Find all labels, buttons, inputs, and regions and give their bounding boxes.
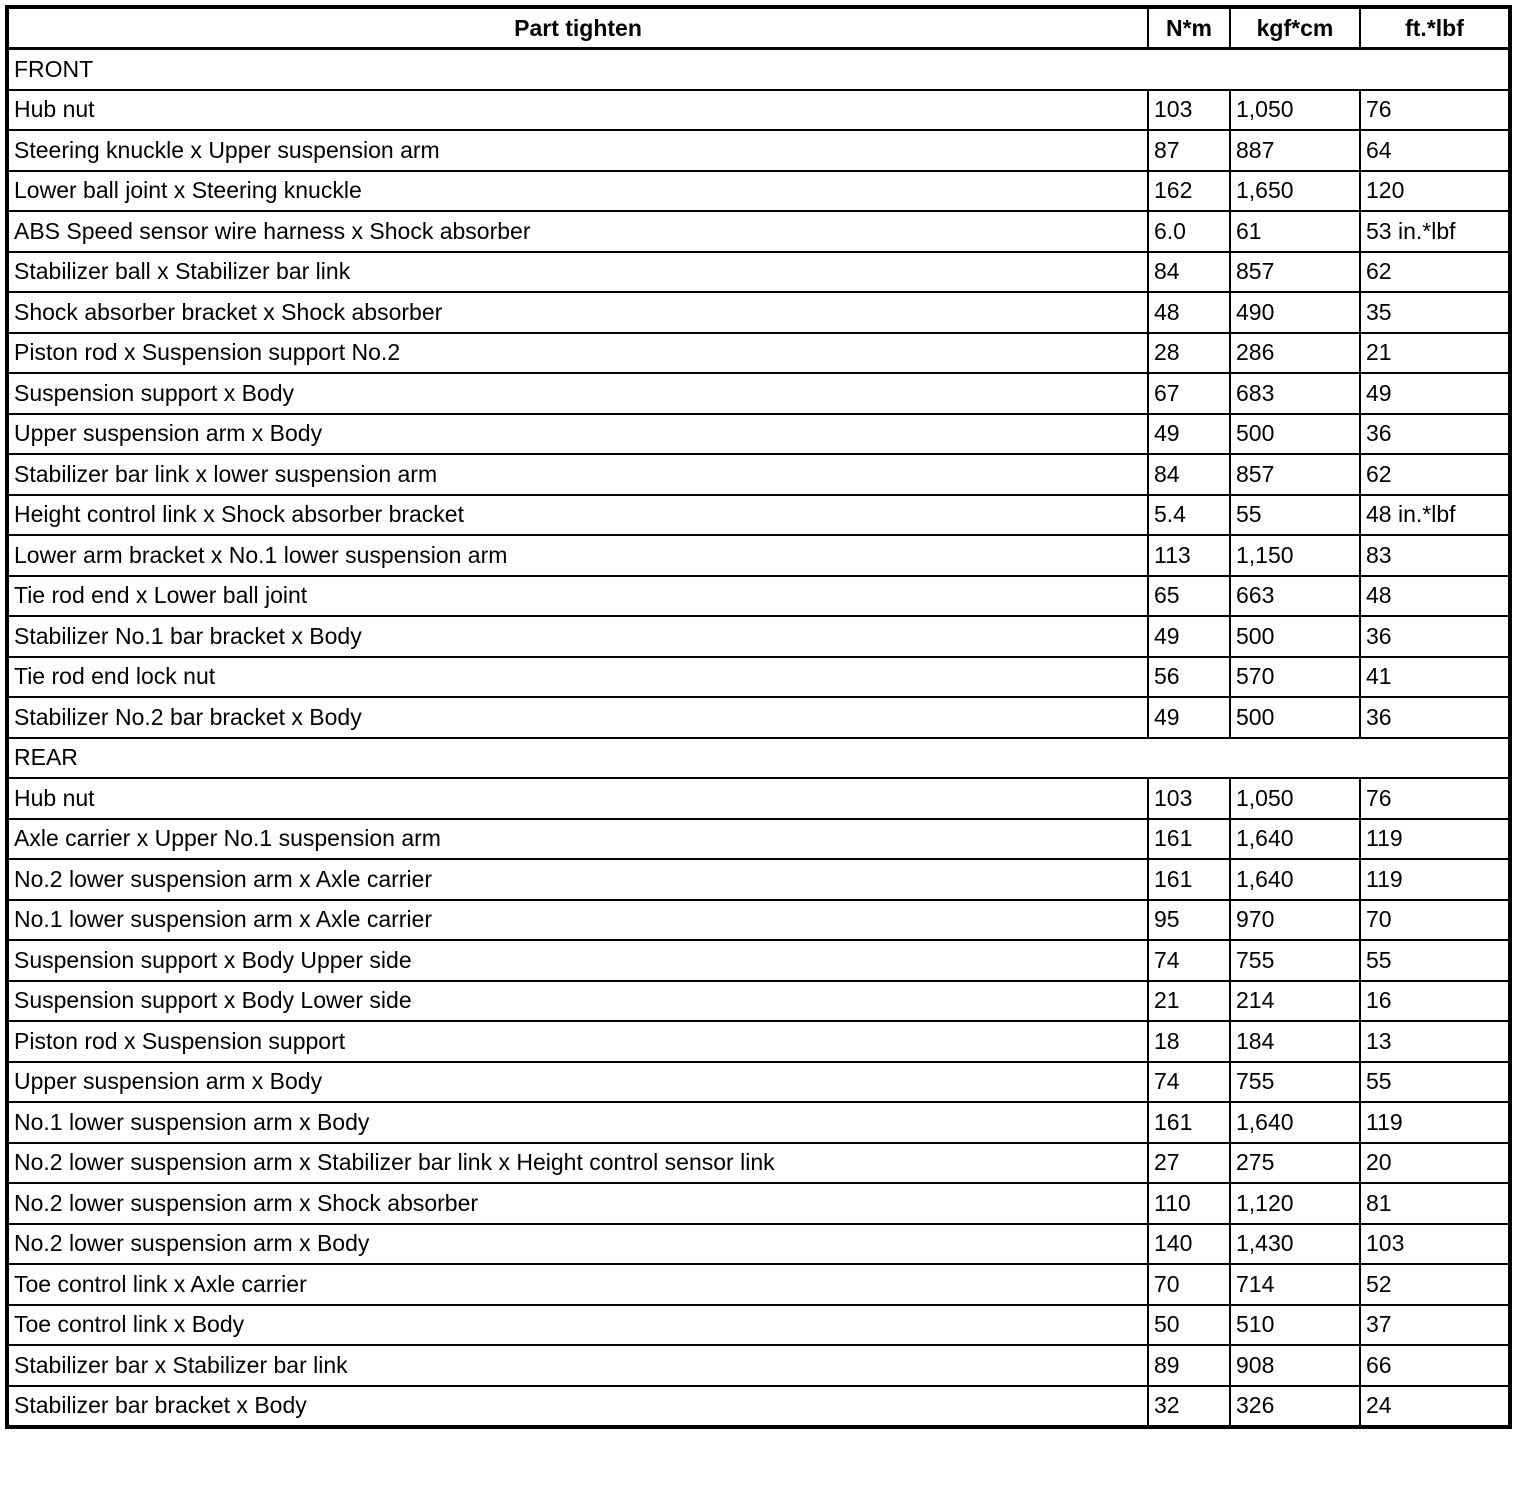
table-row (7, 211, 1510, 252)
cell-kgf: 683 (1230, 373, 1360, 414)
cell-nm: 27 (1148, 1143, 1230, 1184)
table-row (7, 292, 1510, 333)
table-row (7, 1345, 1510, 1386)
cell-part: Toe control link x Axle carrier (7, 1264, 1148, 1305)
cell-part: Tie rod end lock nut (7, 657, 1148, 698)
cell-ft: 70 (1360, 900, 1510, 941)
table-row (7, 900, 1510, 941)
cell-part: Shock absorber bracket x Shock absorber (7, 292, 1148, 333)
cell-kgf: 1,640 (1230, 859, 1360, 900)
header-row (7, 7, 1510, 49)
table-row (7, 252, 1510, 293)
cell-ft: 35 (1360, 292, 1510, 333)
cell-part: Suspension support x Body (7, 373, 1148, 414)
section-row (7, 738, 1510, 779)
cell-ft: 41 (1360, 657, 1510, 698)
table-row (7, 1224, 1510, 1265)
cell-ft: 83 (1360, 535, 1510, 576)
cell-nm: 84 (1148, 252, 1230, 293)
header-kgf: kgf*cm (1230, 7, 1360, 49)
cell-nm: 95 (1148, 900, 1230, 941)
cell-kgf: 510 (1230, 1305, 1360, 1346)
table-row (7, 1102, 1510, 1143)
cell-kgf: 1,640 (1230, 1102, 1360, 1143)
cell-kgf: 1,640 (1230, 819, 1360, 860)
cell-part: Upper suspension arm x Body (7, 414, 1148, 455)
cell-ft: 119 (1360, 1102, 1510, 1143)
table-row (7, 495, 1510, 536)
cell-part: Piston rod x Suspension support (7, 1021, 1148, 1062)
cell-nm: 162 (1148, 171, 1230, 212)
cell-part: Stabilizer No.2 bar bracket x Body (7, 697, 1148, 738)
cell-ft: 13 (1360, 1021, 1510, 1062)
cell-kgf: 214 (1230, 981, 1360, 1022)
cell-ft: 48 in.*lbf (1360, 495, 1510, 536)
cell-nm: 32 (1148, 1386, 1230, 1428)
cell-kgf: 755 (1230, 940, 1360, 981)
cell-nm: 49 (1148, 616, 1230, 657)
cell-nm: 161 (1148, 819, 1230, 860)
table-body (7, 49, 1510, 1428)
cell-kgf: 326 (1230, 1386, 1360, 1428)
table-row (7, 90, 1510, 131)
cell-kgf: 184 (1230, 1021, 1360, 1062)
table-row (7, 535, 1510, 576)
cell-ft: 119 (1360, 819, 1510, 860)
cell-part: No.1 lower suspension arm x Axle carrier (7, 900, 1148, 941)
cell-nm: 21 (1148, 981, 1230, 1022)
cell-ft: 66 (1360, 1345, 1510, 1386)
cell-part: Suspension support x Body Upper side (7, 940, 1148, 981)
cell-nm: 74 (1148, 1062, 1230, 1103)
cell-nm: 70 (1148, 1264, 1230, 1305)
cell-nm: 74 (1148, 940, 1230, 981)
cell-nm: 67 (1148, 373, 1230, 414)
cell-nm: 65 (1148, 576, 1230, 617)
cell-ft: 53 in.*lbf (1360, 211, 1510, 252)
cell-nm: 56 (1148, 657, 1230, 698)
section-title: REAR (7, 738, 1510, 779)
table-row (7, 576, 1510, 617)
cell-part: Stabilizer bar link x lower suspension arm (7, 454, 1148, 495)
cell-ft: 55 (1360, 940, 1510, 981)
table-row (7, 859, 1510, 900)
cell-nm: 89 (1148, 1345, 1230, 1386)
cell-ft: 52 (1360, 1264, 1510, 1305)
cell-nm: 103 (1148, 778, 1230, 819)
cell-part: Upper suspension arm x Body (7, 1062, 1148, 1103)
cell-kgf: 1,150 (1230, 535, 1360, 576)
table-row (7, 616, 1510, 657)
cell-kgf: 55 (1230, 495, 1360, 536)
cell-part: Stabilizer bar bracket x Body (7, 1386, 1148, 1428)
cell-kgf: 61 (1230, 211, 1360, 252)
cell-nm: 18 (1148, 1021, 1230, 1062)
torque-spec-table (5, 5, 1512, 1429)
table-row (7, 414, 1510, 455)
cell-kgf: 500 (1230, 414, 1360, 455)
cell-nm: 50 (1148, 1305, 1230, 1346)
table-row (7, 657, 1510, 698)
cell-kgf: 857 (1230, 252, 1360, 293)
cell-nm: 5.4 (1148, 495, 1230, 536)
cell-part: Hub nut (7, 90, 1148, 131)
cell-ft: 24 (1360, 1386, 1510, 1428)
cell-kgf: 857 (1230, 454, 1360, 495)
cell-ft: 81 (1360, 1183, 1510, 1224)
table-row (7, 1386, 1510, 1428)
cell-ft: 55 (1360, 1062, 1510, 1103)
table-row (7, 454, 1510, 495)
cell-nm: 28 (1148, 333, 1230, 374)
table-row (7, 981, 1510, 1022)
table-row (7, 1305, 1510, 1346)
cell-part: Stabilizer No.1 bar bracket x Body (7, 616, 1148, 657)
cell-ft: 36 (1360, 616, 1510, 657)
table-row (7, 1183, 1510, 1224)
section-row (7, 49, 1510, 90)
cell-nm: 87 (1148, 130, 1230, 171)
table-row (7, 1062, 1510, 1103)
cell-part: Height control link x Shock absorber bracket (7, 495, 1148, 536)
cell-nm: 140 (1148, 1224, 1230, 1265)
cell-ft: 36 (1360, 697, 1510, 738)
cell-ft: 120 (1360, 171, 1510, 212)
cell-kgf: 970 (1230, 900, 1360, 941)
table-row (7, 819, 1510, 860)
cell-part: Steering knuckle x Upper suspension arm (7, 130, 1148, 171)
cell-kgf: 1,430 (1230, 1224, 1360, 1265)
cell-kgf: 490 (1230, 292, 1360, 333)
cell-ft: 64 (1360, 130, 1510, 171)
cell-part: Piston rod x Suspension support No.2 (7, 333, 1148, 374)
cell-nm: 6.0 (1148, 211, 1230, 252)
cell-kgf: 500 (1230, 616, 1360, 657)
cell-kgf: 500 (1230, 697, 1360, 738)
cell-part: Tie rod end x Lower ball joint (7, 576, 1148, 617)
cell-kgf: 714 (1230, 1264, 1360, 1305)
cell-kgf: 286 (1230, 333, 1360, 374)
table-row (7, 1021, 1510, 1062)
cell-part: Suspension support x Body Lower side (7, 981, 1148, 1022)
cell-kgf: 887 (1230, 130, 1360, 171)
cell-ft: 36 (1360, 414, 1510, 455)
cell-nm: 103 (1148, 90, 1230, 131)
cell-nm: 161 (1148, 1102, 1230, 1143)
cell-part: Toe control link x Body (7, 1305, 1148, 1346)
cell-kgf: 755 (1230, 1062, 1360, 1103)
cell-part: Stabilizer bar x Stabilizer bar link (7, 1345, 1148, 1386)
table-row (7, 130, 1510, 171)
table-row (7, 333, 1510, 374)
cell-ft: 62 (1360, 454, 1510, 495)
cell-part: No.2 lower suspension arm x Body (7, 1224, 1148, 1265)
cell-part: Stabilizer ball x Stabilizer bar link (7, 252, 1148, 293)
cell-part: Lower arm bracket x No.1 lower suspension arm (7, 535, 1148, 576)
header-nm: N*m (1148, 7, 1230, 49)
cell-kgf: 275 (1230, 1143, 1360, 1184)
cell-ft: 76 (1360, 778, 1510, 819)
table-row (7, 373, 1510, 414)
header-ft: ft.*lbf (1360, 7, 1510, 49)
cell-ft: 20 (1360, 1143, 1510, 1184)
table-row (7, 778, 1510, 819)
cell-kgf: 1,050 (1230, 778, 1360, 819)
cell-nm: 49 (1148, 697, 1230, 738)
cell-part: No.2 lower suspension arm x Axle carrier (7, 859, 1148, 900)
cell-kgf: 1,050 (1230, 90, 1360, 131)
cell-nm: 49 (1148, 414, 1230, 455)
cell-kgf: 1,650 (1230, 171, 1360, 212)
cell-part: Hub nut (7, 778, 1148, 819)
table-header (7, 7, 1510, 49)
table-row (7, 171, 1510, 212)
cell-ft: 119 (1360, 859, 1510, 900)
cell-kgf: 908 (1230, 1345, 1360, 1386)
cell-ft: 103 (1360, 1224, 1510, 1265)
cell-kgf: 1,120 (1230, 1183, 1360, 1224)
cell-ft: 21 (1360, 333, 1510, 374)
cell-part: No.2 lower suspension arm x Shock absorber (7, 1183, 1148, 1224)
section-title: FRONT (7, 49, 1510, 90)
cell-part: Axle carrier x Upper No.1 suspension arm (7, 819, 1148, 860)
cell-ft: 49 (1360, 373, 1510, 414)
cell-part: Lower ball joint x Steering knuckle (7, 171, 1148, 212)
cell-kgf: 663 (1230, 576, 1360, 617)
cell-ft: 48 (1360, 576, 1510, 617)
cell-nm: 84 (1148, 454, 1230, 495)
cell-nm: 161 (1148, 859, 1230, 900)
cell-part: No.2 lower suspension arm x Stabilizer bar link x Height control sensor link (7, 1143, 1148, 1184)
table-row (7, 697, 1510, 738)
cell-ft: 62 (1360, 252, 1510, 293)
table-row (7, 1143, 1510, 1184)
cell-part: No.1 lower suspension arm x Body (7, 1102, 1148, 1143)
cell-kgf: 570 (1230, 657, 1360, 698)
table-row (7, 1264, 1510, 1305)
table-row (7, 940, 1510, 981)
cell-ft: 76 (1360, 90, 1510, 131)
cell-nm: 113 (1148, 535, 1230, 576)
cell-nm: 48 (1148, 292, 1230, 333)
cell-nm: 110 (1148, 1183, 1230, 1224)
cell-ft: 37 (1360, 1305, 1510, 1346)
cell-ft: 16 (1360, 981, 1510, 1022)
header-part: Part tighten (7, 7, 1148, 49)
cell-part: ABS Speed sensor wire harness x Shock absorber (7, 211, 1148, 252)
